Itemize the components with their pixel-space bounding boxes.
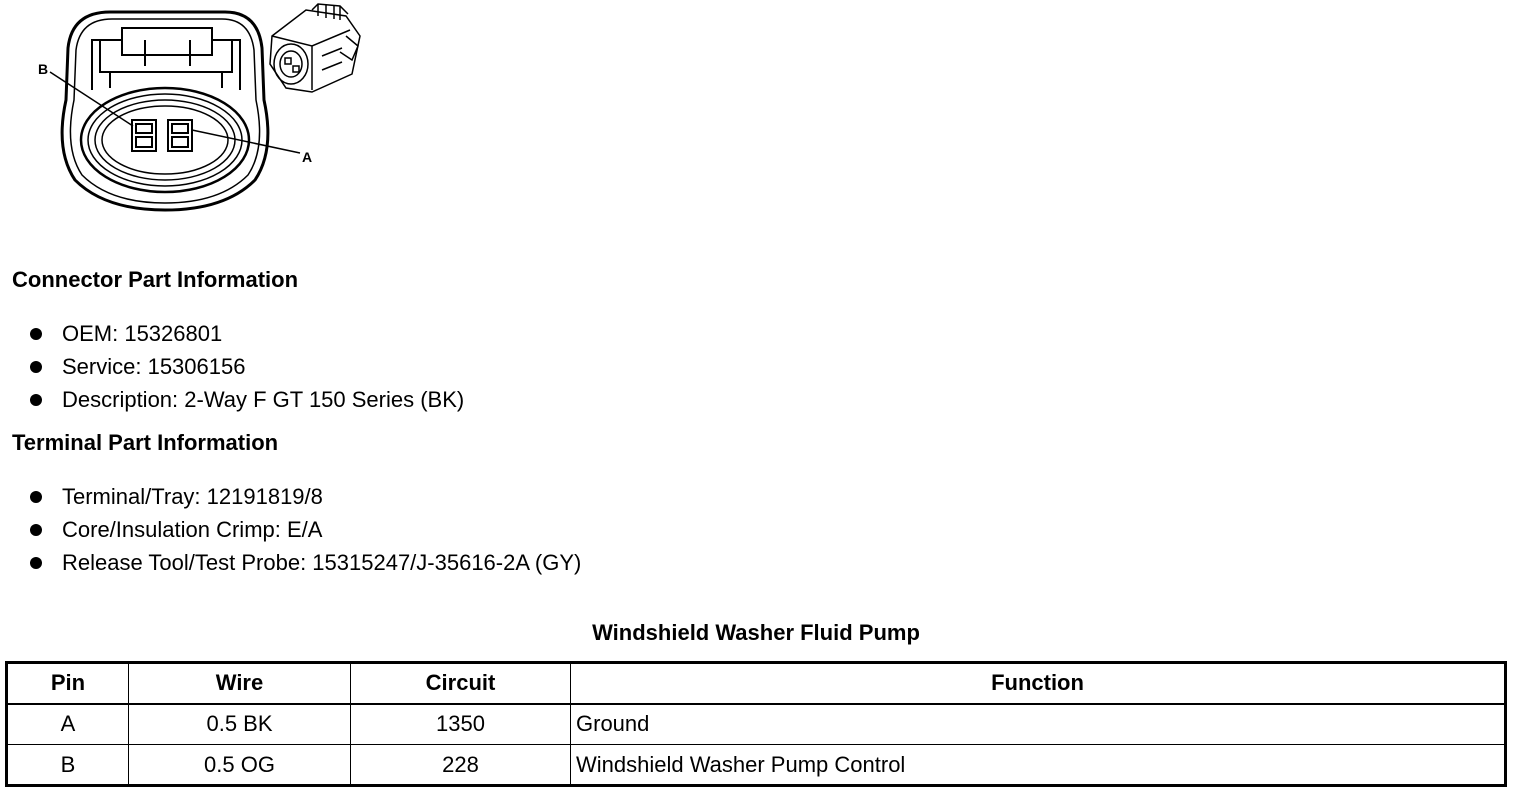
pin-table-title: Windshield Washer Fluid Pump (592, 620, 920, 645)
terminal-a (168, 120, 192, 151)
cell-function: Windshield Washer Pump Control (571, 745, 1506, 786)
header-circuit: Circuit (351, 663, 571, 704)
pin-table (5, 661, 1507, 787)
table-row (7, 745, 1506, 786)
terminal-info-list (30, 480, 581, 579)
connector-perspective-view (270, 4, 360, 92)
header-pin: Pin (7, 663, 129, 704)
callout-b-label: B (38, 61, 49, 77)
callout-a-leader (192, 130, 300, 153)
callout-a-label: A (302, 149, 313, 165)
connector-info-item-service: Service: 15306156 (30, 350, 464, 383)
connector-latch (92, 28, 240, 90)
terminal-info-item-crimp: Core/Insulation Crimp: E/A (30, 513, 581, 546)
header-wire: Wire (129, 663, 351, 704)
cell-pin: A (7, 704, 129, 745)
connector-info-heading: Connector Part Information (12, 267, 299, 292)
cell-pin: B (7, 745, 129, 786)
cell-circuit: 1350 (351, 704, 571, 745)
cavity-ring-2 (88, 94, 242, 186)
cell-circuit: 228 (351, 745, 571, 786)
terminal-b (132, 120, 156, 151)
terminal-info-item-release-tool: Release Tool/Test Probe: 15315247/J-35616-2A (GY) (30, 546, 581, 579)
terminal-info-item-terminal-tray: Terminal/Tray: 12191819/8 (30, 480, 581, 513)
cavity-ring-outer (81, 88, 249, 192)
cavity-ring-inner (102, 106, 228, 174)
header-function: Function (571, 663, 1506, 704)
connector-info-item-description: Description: 2-Way F GT 150 Series (BK) (30, 383, 464, 416)
terminal-info-heading: Terminal Part Information (12, 430, 279, 455)
connector-diagram (0, 0, 380, 230)
cell-wire: 0.5 BK (129, 704, 351, 745)
cavity-ring-3 (95, 100, 235, 180)
cell-wire: 0.5 OG (129, 745, 351, 786)
cell-function: Ground (571, 704, 1506, 745)
connector-info-item-oem: OEM: 15326801 (30, 317, 464, 350)
connector-info-list (30, 317, 464, 416)
pin-table-header-row (7, 663, 1506, 704)
table-row (7, 704, 1506, 745)
